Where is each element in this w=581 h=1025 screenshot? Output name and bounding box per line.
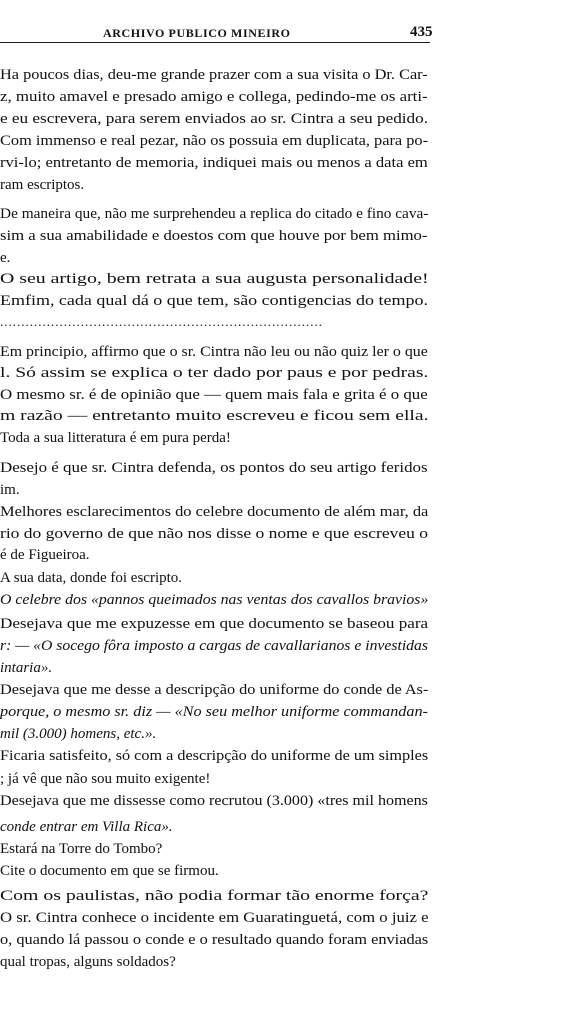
page-number: 435 — [410, 24, 433, 40]
text-line: im. — [0, 482, 20, 498]
text-line: l. Só assim se explica o ter dado por paus e por pedras. — [0, 365, 429, 381]
text-line: é de Figueiroa. — [0, 547, 90, 563]
running-title: ARCHIVO PUBLICO MINEIRO — [103, 26, 291, 40]
text-line: ram escriptos. — [0, 177, 85, 193]
text-line: m razão — entretanto muito escreveu e ficou sem ella. — [0, 408, 429, 424]
text-line: O seu artigo, bem retrata a sua augusta personalidade! — [0, 271, 429, 287]
text-line: Com os paulistas, não podia formar tão enorme força? — [0, 888, 429, 904]
header-rule — [0, 42, 430, 43]
text-line: Desejava que me desse a descripção do uniforme do conde de As- — [0, 682, 429, 698]
text-line: Melhores esclarecimentos do celebre documento de além mar, da — [0, 504, 429, 520]
text-line: mil (3.000) homens, etc.». — [0, 726, 157, 742]
text-line: e eu escrevera, para serem enviados ao sr. Cintra a seu pedido. — [0, 111, 429, 127]
text-line: z, muito amavel e presado amigo e collega, pedindo-me os arti- — [0, 89, 428, 105]
text-line: Em principio, affirmo que o sr. Cintra não leu ou não quiz ler o que — [0, 344, 428, 360]
text-line: Estará na Torre do Tombo? — [0, 841, 163, 857]
text-line: conde entrar em Villa Rica». — [0, 819, 173, 835]
text-line: O mesmo sr. é de opinião que — quem mais fala e grita é o que — [0, 387, 428, 403]
text-line: rio do governo de que não nos disse o nome e que escreveu o — [0, 526, 428, 542]
text-line: Desejava que me expuzesse em que documento se baseou para — [0, 616, 429, 632]
text-line: O sr. Cintra conhece o incidente em Guaratinguetá, com o juiz e — [0, 910, 429, 926]
text-line: ; já vê que não sou muito exigente! — [0, 771, 211, 787]
text-line: A sua data, donde foi escripto. — [0, 570, 183, 586]
text-line: sim a sua amabilidade e doestos com que houve por bem mimo- — [0, 228, 428, 244]
page-header — [0, 26, 581, 46]
text-line: De maneira que, não me surprehendeu a replica do citado e fino cava- — [0, 206, 429, 222]
text-line: Ha poucos dias, deu-me grande prazer com a sua visita o Dr. Car- — [0, 67, 428, 83]
text-line: rvi-lo; entretanto de memoria, indiquei mais ou menos a data em — [0, 155, 428, 171]
text-line: qual tropas, alguns soldados? — [0, 954, 176, 970]
separator-dots: ............................................................................ — [0, 314, 323, 329]
text-line: porque, o mesmo sr. diz — «No seu melhor uniforme commandan- — [0, 704, 428, 720]
text-line: O celebre dos «pannos queimados nas ventas dos cavallos bravios» — [0, 592, 429, 608]
text-line: Desejava que me dissesse como recrutou (3.000) «tres mil homens — [0, 793, 428, 809]
text-line: Toda a sua litteratura é em pura perda! — [0, 430, 231, 446]
text-line: Ficaria satisfeito, só com a descripção do uniforme de um simples — [0, 748, 429, 764]
text-line: o, quando lá passou o conde e o resultado quando foram enviadas — [0, 932, 429, 948]
text-line: Emfim, cada qual dá o que tem, são contigencias do tempo. — [0, 293, 428, 309]
text-line: intaria». — [0, 660, 53, 676]
text-line: Cite o documento em que se firmou. — [0, 863, 219, 879]
text-line: e. — [0, 250, 11, 266]
text-line: Com immenso e real pezar, não os possuia em duplicata, para po- — [0, 133, 429, 149]
text-line: r: — «O socego fôra imposto a cargas de cavallarianos e investidas — [0, 638, 428, 654]
text-line: Desejo é que sr. Cintra defenda, os pontos do seu artigo feridos — [0, 460, 428, 476]
